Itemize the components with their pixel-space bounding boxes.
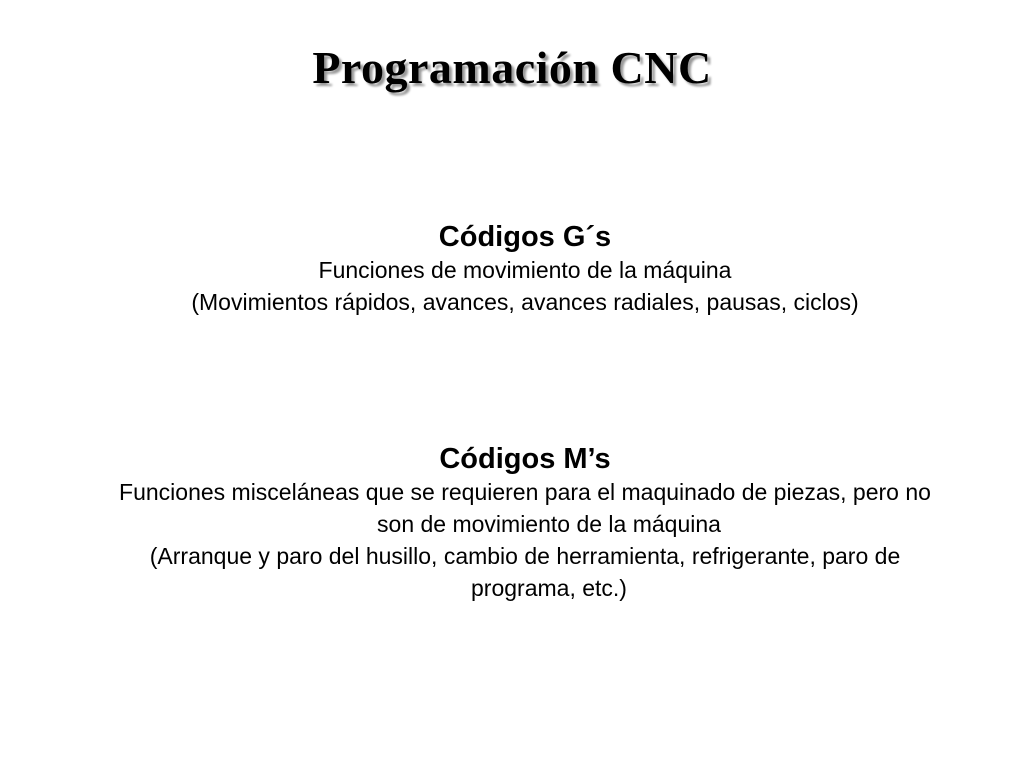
m-codes-examples: (Arranque y paro del husillo, cambio de herramienta, refrigerante, paro de programa, etc.) (149, 543, 901, 601)
g-codes-examples: (Movimientos rápidos, avances, avances radiales, pausas, ciclos) (191, 289, 859, 315)
slide-title: Programación CNC (312, 42, 712, 93)
section-heading-m-codes: Códigos M’s (439, 443, 611, 475)
m-codes-description: Funciones misceláneas que se requieren para el maquinado de piezas, pero no son de movimiento de la máquina (119, 479, 931, 537)
section-heading-g-codes: Códigos G´s (438, 221, 612, 253)
section-m-codes (110, 442, 940, 604)
section-g-codes (110, 220, 940, 318)
g-codes-description: Funciones de movimiento de la máquina (318, 257, 732, 283)
